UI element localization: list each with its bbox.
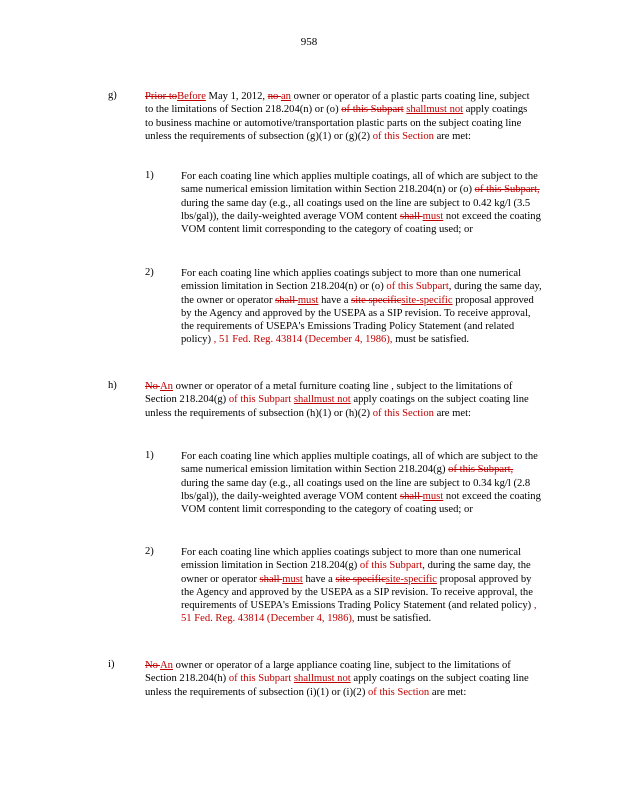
body-text: For each coating line which applies coatings subject to more than one numerical emission limitation in Section 218.204(n) or (o) [181,268,522,293]
body-text: For each coating line which applies multiple coatings, all of which are subject to the same numerical emission limitation within Section 218.204(g) [181,451,538,476]
subsection-g-text [145,90,535,143]
body-text: are met: [433,407,471,419]
deleted-text: of this Subpart, [448,464,514,476]
body-text: have a [302,573,336,585]
inserted-text: An [160,381,173,392]
subsection-i-text [145,659,537,699]
inserted-text: site-specific [385,573,437,585]
item-label-g1: 1) [145,170,154,181]
deleted-text: of this Subpart [341,104,404,116]
inserted-text: shall [406,104,427,116]
body-text: apply coatings on the subject coating line unless the requirements of subsection (h)(1) or (h)(2) [145,394,529,419]
body-text: apply coatings on the subject coating line unless the requirements of subsection (i)(1) or (i)(2) [145,673,529,698]
inserted-text: shall [293,394,314,406]
subsection-label-i: i) [108,659,115,670]
body-text: proposal approved by the Agency and approved by the USEPA as a SIP revision. To receive approval, the requirements of USEPA's Emissions Trading Policy Statement (and related policy) [181,294,534,346]
body-text: owner or operator of a metal furniture coating line , subject to the limitations of Section 218.204(g) [145,381,513,406]
subsection-h-text [145,380,537,420]
body-text: apply coatings to business machine or automotive/transportation plastic parts on the subject coating line unless the requirements of subsection (g)(1) or (g)(2) [145,104,528,142]
deleted-text: shall [259,573,283,585]
body-text: , during the same day, the owner or operator [181,281,542,306]
inserted-text: an [280,91,291,102]
body-text: have a [318,294,352,306]
inserted-text: must [422,490,444,502]
added-reference: of this Subpart [359,560,423,572]
deleted-text: no [267,91,281,102]
added-reference: of this Subpart [386,281,449,293]
body-text: not exceed the coating VOM content limit corresponding to the category of coating used; or [181,490,541,516]
body-text: are met: [429,686,467,698]
deleted-text: site specific [335,573,386,585]
body-text: not exceed the coating VOM content limit corresponding to the category of coating used; or [181,210,541,236]
item-label-g2: 2) [145,267,154,278]
inserted-text: shall [293,673,314,685]
body-text: must be satisfied. [392,334,470,346]
page-number: 958 [300,36,318,48]
body-text: owner or operator of a plastic parts coating line, subject to the limitations of Section 218.204(n) or (o) [145,91,530,116]
subsection-label-h: h) [108,380,117,391]
subsection-label-g: g) [108,90,117,101]
deleted-text: No [145,660,161,671]
deleted-text: shall [275,294,298,306]
body-text: proposal approved by the Agency and approved by the USEPA as a SIP revision. To receive approval, the requirements of USEPA's Emissions Trading Policy Statement (and related policy) [181,573,534,612]
item-label-h1: 1) [145,450,154,461]
added-reference: , 51 Fed. Reg. 43814 (December 4, 1986), [213,334,393,346]
body-text: owner or operator of a large appliance coating line, subject to the limitations of Section 218.204(h) [145,660,511,685]
deleted-text: No [145,381,161,392]
inserted-text: Before [177,91,206,102]
subsection-g1-text [181,170,541,236]
subsection-g2-text [181,267,545,347]
added-reference: of this Section [372,407,434,419]
body-text: are met: [433,130,471,142]
inserted-text: must [282,573,303,585]
body-text: during the same day (e.g., all coatings used on the line are subject to 0.34 kg/l (2.8 lbs/gal)), the daily-weighted average VOM content [181,477,531,502]
inserted-text: must [422,210,444,222]
deleted-text: Prior to [145,91,178,102]
subsection-h2-text [181,546,545,626]
body-text: For each coating line which applies coatings subject to more than one numerical emission limitation in Section 218.204(g) [181,547,522,572]
inserted-text: must [297,294,319,306]
added-reference: of this Subpart [228,394,294,406]
deleted-text: shall [399,490,423,502]
added-reference: , 51 Fed. Reg. 43814 (December 4, 1986), [181,600,537,625]
inserted-text: site-specific [401,294,453,306]
body-text: must be satisfied. [354,613,432,625]
inserted-text: must not [313,394,351,406]
added-reference: of this Subpart [228,673,294,685]
subsection-h1-text [181,450,541,516]
body-text: May 1, 2012, [205,91,268,102]
deleted-text: shall [399,210,423,222]
body-text: For each coating line which applies multiple coatings, all of which are subject to the same numerical emission limitation within Section 218.204(n) or (o) [181,171,538,196]
inserted-text: An [160,660,173,671]
deleted-text: site specific [351,294,402,306]
added-reference: of this Section [368,686,430,698]
inserted-text: must not [313,673,351,685]
added-reference: of this Section [372,130,434,142]
body-text: , during the same day, the owner or operator [181,560,531,585]
item-label-h2: 2) [145,546,154,557]
body-text: during the same day (e.g., all coatings used on the line are subject to 0.42 kg/l (3.5 lbs/gal)), the daily-weighted average VOM content [181,197,531,222]
inserted-text: must not [426,104,464,116]
deleted-text: of this Subpart, [474,184,540,196]
